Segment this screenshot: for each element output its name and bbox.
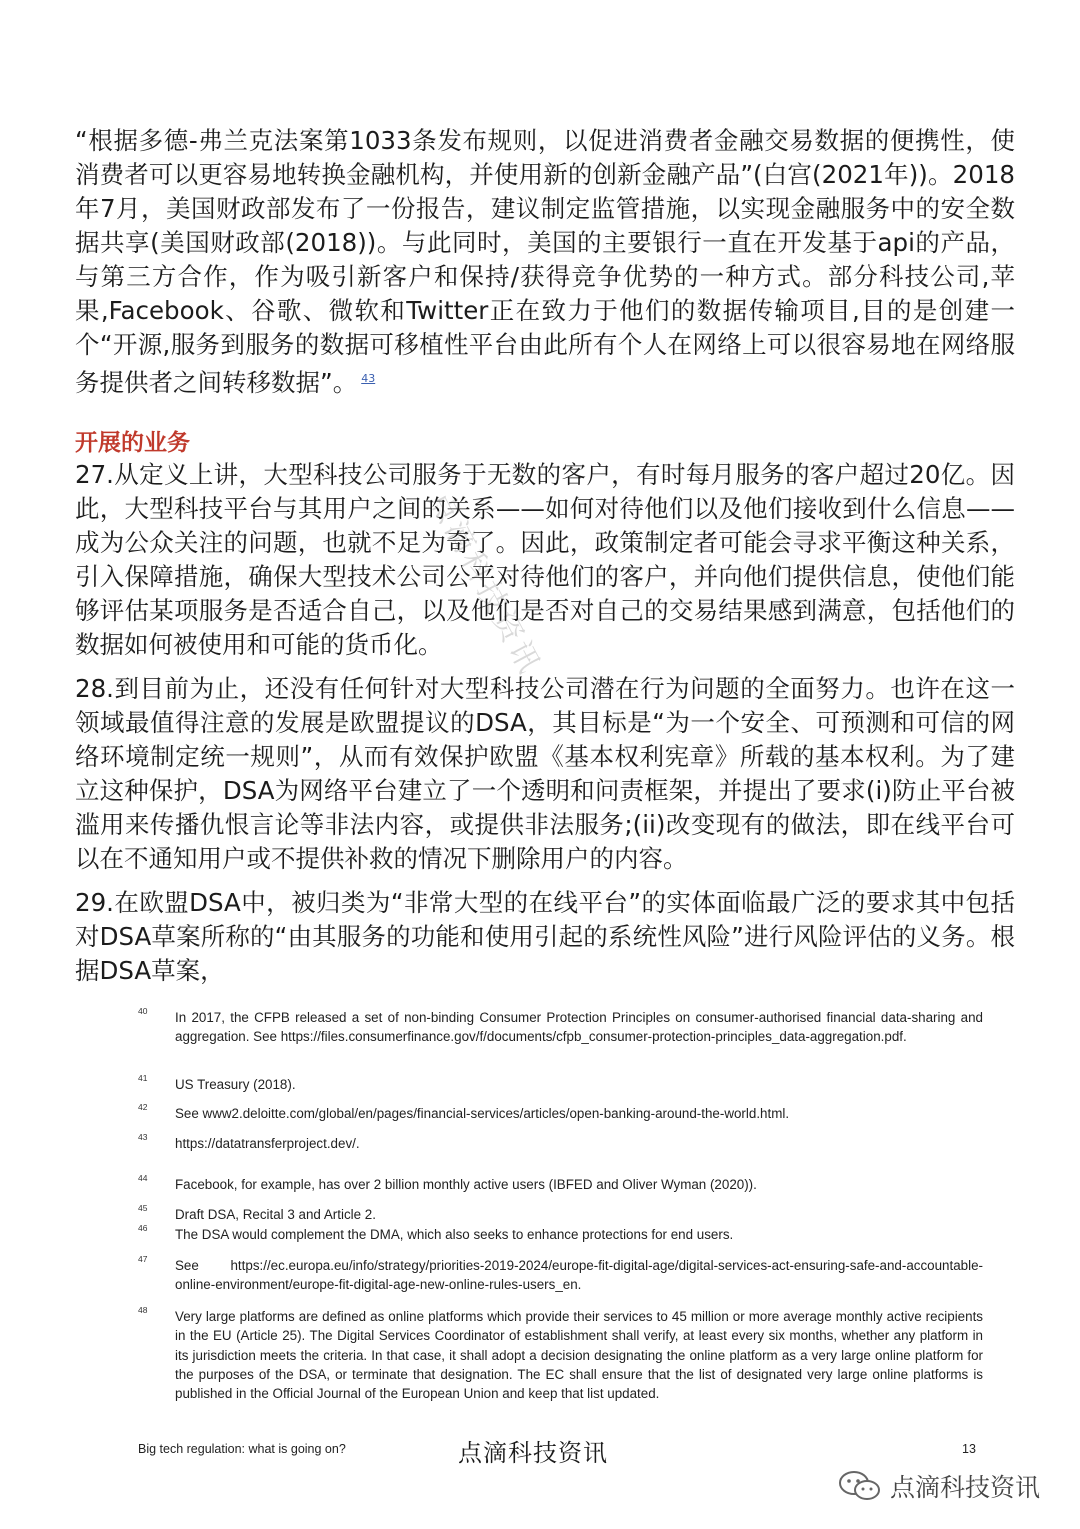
paragraph-27: 27.从定义上讲，大型科技公司服务于无数的客户，有时每月服务的客户超过20亿。因此，大型科技平台与其用户之间的关系——如何对待他们以及他们接收到什么信息——成为公众关注的问题，也就不足为奇了。因此，政策制定者可能会寻求平衡这种关系，引入保障措施，确保大型技术公司公平对待他们的客户，并向他们提供信息，使他们能够评估某项服务是否适合自己，以及他们是否对自己的交易结果感到满意，包括他们的数据如何被使用和可能的货币化。 [75, 460, 1015, 659]
brand-name: 点滴科技资讯 [890, 1473, 1041, 1502]
section-heading: 开展的业务 [75, 429, 190, 456]
paragraph-28: 28.到目前为止，还没有任何针对大型科技公司潜在行为问题的全面努力。也许在这一领域最值得注意的发展是欧盟提议的DSA，其目标是“为一个安全、可预测和可信的网络环境制定统一规则”，从而有效保护欧盟《基本权利宪章》所载的基本权利。为了建立这种保护，DSA为网络平台建立了一个透明和问责框架，并提出了要求(i)防止平台被滥用来传播仇恨言论等非法内容，或提供非法服务;(ii)改变现有的做法，即在线平台可以在不通知用户或不提供补救的情况下删除用户的内容。 [75, 674, 1015, 873]
paragraph-intro: “根据多德-弗兰克法案第1033条发布规则，以促进消费者金融交易数据的便携性，使消费者可以更容易地转换金融机构，并使用新的创新金融产品”(白宫(2021年))。2018年7月，美国财政部发布了一份报告，建议制定监管措施，以实现金融服务中的安全数据共享(美国财政部(2018))。与此同时，美国的主要银行一直在开发基于api的产品，与第三方合作，作为吸引新客户和保持/获得竞争优势的一种方式。部分科技公司,苹果,Facebook、谷歌、微软和Twitter正在致力于他们的数据传输项目,目的是创建一个“开源,服务到服务的数据可移植性平台由此所有个人在网络上可以很容易地在网络服务提供者之间转移数据”。 $^{43}$ [75, 126, 1015, 398]
footer-center-label: 点滴科技资讯 [458, 1439, 608, 1467]
footnote-40: 40 In 2017, the CFPB released a set of non-binding Consumer Protection Principles on consumer-authorised financial data-sharing and aggregation. See https://files.consumerfinance.gov/f/documents/cfpb_consumer-protection-principles_data-aggregation.pdf. [138, 1006, 983, 1045]
watermark: 点滴科技资讯 [421, 485, 549, 682]
footnote-48: 48 Very large platforms are defined as online platforms which provide their services to 45 million or more average monthly active recipients in the EU (Article 25). The Digital Services Coordinator of establishment shall verify, at least every six months, whether any platform in its jurisdiction meets the criteria. In that case, it shall adopt a decision designating the online platform as a very large online platform for the purposes of the DSA, or terminate that designation. The EC shall ensure that the list of designated very large online platforms is published in the Official Journal of the European Union and keep that list updated. [138, 1305, 983, 1402]
wechat-icon [838, 1471, 882, 1501]
footnote-44: 44 Facebook, for example, has over 2 billion monthly active users (IBFED and Oliver Wyman (2020)). [138, 1173, 757, 1192]
footnote-45: 45 Draft DSA, Recital 3 and Article 2. [138, 1203, 376, 1222]
brand-badge [838, 1468, 1040, 1504]
footnote-47: 47 See https://ec.europa.eu/info/strategy/priorities-2019-2024/europe-fit-digital-age/digital-services-act-ensuring-safe-and-accountable-online-environment/europe-fit-digital-age-new-online-rules-users_en. [138, 1254, 983, 1293]
footnote-46: 46 The DSA would complement the DMA, which also seeks to enhance protections for end users. [138, 1223, 734, 1242]
footnote-41: 41 US Treasury (2018). [138, 1073, 296, 1092]
page-number: 13 [962, 1442, 976, 1456]
footnote-42: 42 See www2.deloitte.com/global/en/pages/financial-services/articles/open-banking-around-the-world.html. [138, 1102, 790, 1121]
footer-document-title: Big tech regulation: what is going on? [138, 1442, 346, 1456]
footnote-43: 43 https://datatransferproject.dev/. [138, 1132, 360, 1151]
footnote-ref-43[interactable]: 43 [361, 372, 376, 385]
paragraph-29: 29.在欧盟DSA中，被归类为“非常大型的在线平台”的实体面临最广泛的要求其中包括对DSA草案所称的“由其服务的功能和使用引起的系统性风险”进行风险评估的义务。根据DSA草案， [75, 888, 1015, 985]
